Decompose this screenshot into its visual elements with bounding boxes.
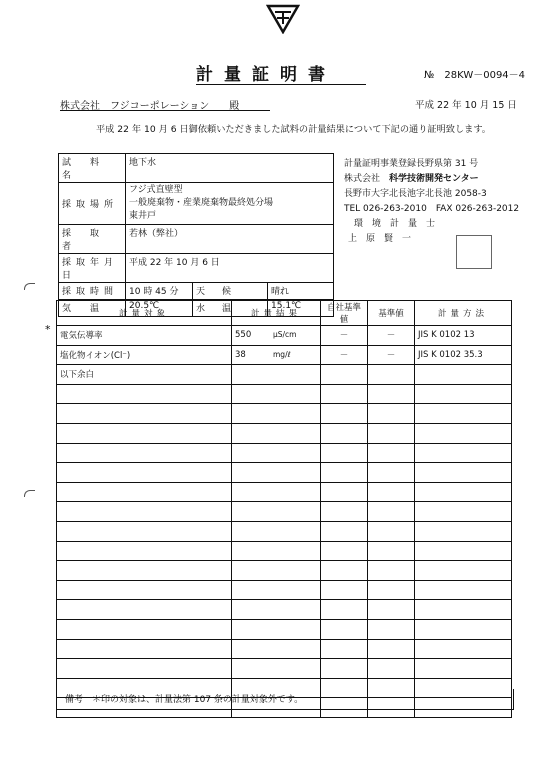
table-row	[57, 639, 512, 659]
result-cell	[232, 384, 321, 404]
standard-cell	[368, 365, 415, 385]
remark-text: 備考 ＊印の対象は、計量法第 107 条の計量対象外です。	[65, 695, 304, 705]
own-standard-cell	[321, 541, 368, 561]
item-cell	[57, 600, 232, 620]
own-standard-cell: －	[321, 326, 368, 346]
item-cell	[57, 639, 232, 659]
date-label: 採取年月日	[59, 254, 126, 283]
result-cell	[232, 326, 321, 346]
result-value: 550	[235, 330, 252, 341]
method-cell: JIS K 0102 13	[415, 326, 512, 346]
item-cell	[57, 443, 232, 463]
table-row	[57, 365, 512, 385]
result-cell	[232, 580, 321, 600]
table-row	[57, 541, 512, 561]
result-cell	[232, 423, 321, 443]
table-row	[57, 600, 512, 620]
method-cell	[415, 463, 512, 483]
result-cell	[232, 619, 321, 639]
method-cell	[415, 580, 512, 600]
item-cell	[57, 463, 232, 483]
remark-box	[56, 689, 514, 710]
result-cell	[232, 443, 321, 463]
standard-cell: －	[368, 326, 415, 346]
own-standard-cell	[321, 463, 368, 483]
item-cell	[57, 580, 232, 600]
table-row	[57, 502, 512, 522]
item-cell	[57, 384, 232, 404]
standard-cell	[368, 521, 415, 541]
result-cell	[232, 463, 321, 483]
air-temp-label: 気 温	[59, 300, 126, 317]
own-standard-cell	[321, 580, 368, 600]
certifier-role: 環 境 計 量 士	[354, 219, 436, 229]
table-row	[57, 521, 512, 541]
result-cell	[232, 541, 321, 561]
item-cell	[57, 561, 232, 581]
item-cell	[57, 482, 232, 502]
own-standard-cell	[321, 384, 368, 404]
own-standard-cell	[321, 423, 368, 443]
own-standard-cell	[321, 482, 368, 502]
result-cell	[232, 365, 321, 385]
registration-number: 計量証明事業登録長野県第 31 号	[344, 159, 479, 169]
sample-info-table	[58, 153, 334, 317]
place-label: 採取場所	[59, 183, 126, 225]
header-result: 計量結果	[232, 301, 321, 326]
header-own-standard: 自社基準値	[321, 301, 368, 326]
standard-cell	[368, 600, 415, 620]
standard-cell	[368, 502, 415, 522]
standard-cell	[368, 639, 415, 659]
table-row	[57, 619, 512, 639]
method-cell: JIS K 0102 35.3	[415, 345, 512, 365]
standard-cell	[368, 659, 415, 679]
binding-mark-icon	[24, 490, 35, 497]
certifier-block	[344, 157, 519, 247]
own-standard-cell	[321, 443, 368, 463]
method-cell	[415, 521, 512, 541]
table-row	[57, 482, 512, 502]
standard-cell	[368, 561, 415, 581]
table-row	[57, 384, 512, 404]
certifier-company: 株式会社 科学技術開発センター	[344, 174, 479, 184]
own-standard-cell	[321, 561, 368, 581]
binding-mark-icon	[24, 283, 35, 290]
method-cell	[415, 561, 512, 581]
sample-value: 地下水	[126, 154, 334, 183]
table-row	[57, 326, 512, 346]
method-cell	[415, 423, 512, 443]
date-value: 平成 22 年 10 月 6 日	[126, 254, 334, 283]
water-temp-value: 15.1℃	[268, 300, 334, 317]
standard-cell	[368, 580, 415, 600]
table-row	[57, 463, 512, 483]
own-standard-cell	[321, 521, 368, 541]
item-cell: 電気伝導率	[57, 326, 232, 346]
table-row	[57, 345, 512, 365]
standard-cell	[368, 384, 415, 404]
header-target: 計量対象	[57, 301, 232, 326]
method-cell	[415, 600, 512, 620]
standard-cell	[368, 423, 415, 443]
result-value: 38	[235, 349, 246, 360]
item-cell: 以下余白	[57, 365, 232, 385]
document-number: № 28KW－0094－4	[424, 70, 526, 81]
intro-text: 平成 22 年 10 月 6 日御依頼いただきました試料の計量結果について下記の通り証明致します。	[96, 124, 491, 135]
item-cell	[57, 521, 232, 541]
item-cell	[57, 502, 232, 522]
result-cell	[232, 639, 321, 659]
result-cell	[232, 561, 321, 581]
item-cell	[57, 659, 232, 679]
own-standard-cell	[321, 600, 368, 620]
time-value: 10 時 45 分	[126, 283, 193, 300]
method-cell	[415, 384, 512, 404]
result-cell	[232, 502, 321, 522]
item-cell	[57, 619, 232, 639]
company-logo-icon	[266, 4, 300, 34]
method-cell	[415, 619, 512, 639]
standard-cell	[368, 541, 415, 561]
result-unit: mg/ℓ	[273, 349, 291, 359]
item-cell	[57, 404, 232, 424]
certifier-address: 長野市大字北長池字北長池 2058-3	[344, 189, 487, 199]
own-standard-cell	[321, 365, 368, 385]
collector-label: 採 取 者	[59, 225, 126, 254]
standard-cell	[368, 482, 415, 502]
weather-label: 天 候	[193, 283, 268, 300]
certifier-phone: TEL 026-263-2010 FAX 026-263-2012	[344, 204, 520, 214]
result-cell	[232, 521, 321, 541]
issue-date: 平成 22 年 10 月 15 日	[415, 100, 517, 111]
item-cell	[57, 423, 232, 443]
sample-label: 試 料 名	[59, 154, 126, 183]
table-row	[57, 561, 512, 581]
result-unit: μS/cm	[273, 330, 297, 340]
table-row	[57, 423, 512, 443]
standard-cell	[368, 404, 415, 424]
own-standard-cell	[321, 502, 368, 522]
standard-cell	[368, 443, 415, 463]
result-cell	[232, 659, 321, 679]
method-cell	[415, 482, 512, 502]
seal-stamp-icon	[456, 235, 492, 269]
result-cell	[232, 345, 321, 365]
method-cell	[415, 639, 512, 659]
row-mark: *	[45, 323, 51, 336]
water-temp-label: 水 温	[193, 300, 268, 317]
client-underline	[60, 110, 270, 111]
result-cell	[232, 600, 321, 620]
method-cell	[415, 404, 512, 424]
standard-cell	[368, 619, 415, 639]
header-method: 計量方法	[415, 301, 512, 326]
method-cell	[415, 443, 512, 463]
own-standard-cell	[321, 404, 368, 424]
method-cell	[415, 502, 512, 522]
document-title: 計量証明書	[196, 65, 336, 85]
certifier-name: 上 原 賢 一	[348, 234, 412, 244]
table-row	[57, 404, 512, 424]
time-label: 採取時間	[59, 283, 126, 300]
own-standard-cell	[321, 639, 368, 659]
weather-value: 晴れ	[268, 283, 334, 300]
title-underline	[196, 84, 366, 85]
table-row	[57, 659, 512, 679]
own-standard-cell	[321, 659, 368, 679]
standard-cell	[368, 463, 415, 483]
result-cell	[232, 482, 321, 502]
method-cell	[415, 365, 512, 385]
item-cell: 塩化物イオン(Cl⁻)	[57, 345, 232, 365]
place-value: フジ式直壁型 一般廃棄物・産業廃棄物最終処分場 東井戸	[126, 183, 334, 225]
table-row	[57, 443, 512, 463]
table-row	[57, 580, 512, 600]
method-cell	[415, 541, 512, 561]
standard-cell: －	[368, 345, 415, 365]
own-standard-cell	[321, 619, 368, 639]
results-table	[56, 300, 512, 718]
own-standard-cell: －	[321, 345, 368, 365]
client-name: 株式会社 フジコーポレーション 殿	[60, 101, 240, 112]
result-cell	[232, 404, 321, 424]
air-temp-value: 20.5℃	[126, 300, 193, 317]
item-cell	[57, 541, 232, 561]
collector-value: 若林（弊社）	[126, 225, 334, 254]
header-standard: 基準値	[368, 301, 415, 326]
method-cell	[415, 659, 512, 679]
